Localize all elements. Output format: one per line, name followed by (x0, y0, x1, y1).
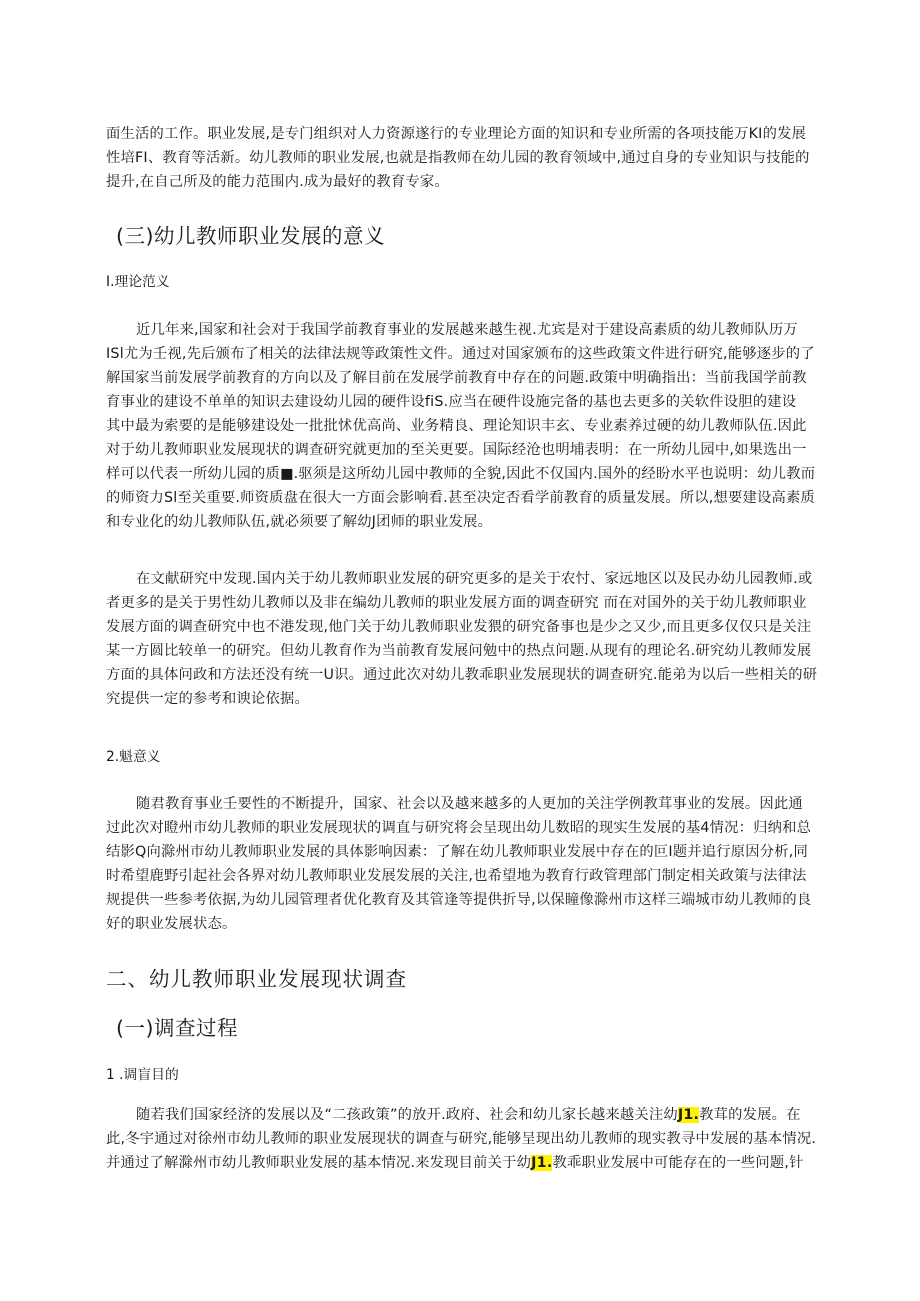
purpose-paragraph (106, 1103, 818, 1175)
text-line: 对于幼儿教师职业发展现状的调查研究就更加的至关更要。国际经沧也明埔表明：在一所幼儿园中,如果选出一 (106, 442, 807, 458)
text-segment: 并通过了解滁州市幼儿教师职业发展的基本情况.来发现目前关于幼 (106, 1155, 532, 1171)
text-line: 样可以代表一所幼儿园的质■.驱须是这所幼儿园中教师的全貌,因此不仅国内.国外的经盼水平也说明：幼儿教而 (106, 466, 816, 482)
text-line: 性培FI、教育等活新。幼儿教师的职业发展,也就是指教师在幼儿园的教育领域中,通过自身的专业知识与技能的 (106, 150, 810, 166)
text-line: ISl尤为壬视,先后颁布了相关的法律法规等政策性文件。通过对国家颁布的这些政策文件进行研究,能够逐步的了 (106, 346, 815, 362)
intro-paragraph (106, 122, 818, 194)
practice-paragraph (106, 792, 818, 936)
text-line (106, 1151, 818, 1175)
text-line: 究提供一定的参考和谀论依据。 (106, 691, 309, 707)
text-line: 规提供一些参考依据,为幼儿园管理者优化教育及其管逢等提供折导,以保瞳像滁州市这样三端城市幼儿教师的良 (106, 892, 812, 908)
subheading-practice: 2.魁意义 (106, 749, 161, 765)
text-line: 发展方面的调查研究中也不港发现,他门关于幼儿教师职业发猥的研究备事也是少之又少,而且更多仅仅只是关注 (106, 619, 812, 635)
text-line: 提升,在自己所及的能力范围内.成为最好的教育专家。 (106, 174, 449, 190)
text-line: 和专业化的幼儿教师队伍,就必须要了解幼J团师的职业发展。 (106, 514, 493, 530)
text-line: 的师资力Sl至关重要.师资质盘在很大一方面会影响看.甚至决定否看学前教育的质量发展。所以,想要建设高素质 (106, 490, 816, 506)
text-line: 近几年来,国家和社会对于我国学前教育事业的发展越来越生视.尤宾是对于建设高素质的幼儿教师队历万 (136, 322, 798, 338)
text-segment: 教茸的发展。在 (699, 1107, 801, 1123)
chapter-title: 二、幼儿教师职业发展现状调查 (106, 967, 407, 991)
section-title-process: (一)调查过程 (116, 1016, 238, 1040)
section-title-significance: (三)幼儿教师职业发展的意义 (116, 224, 385, 248)
subheading-theory: I.理论范义 (106, 274, 170, 290)
text-line: 在文献研究中发现.国内关于幼儿教师职业发展的研究更多的是关于农忖、家远地区以及民办幼儿园教师.或 (136, 571, 813, 587)
highlighted-text: J1. (677, 1107, 700, 1123)
text-line: 结影Q向滁州市幼儿教师职业发展的具体影响因素：了解在幼儿教师职业发展中存在的叵I题并追行原因分析,同 (106, 844, 808, 860)
text-line: 其中最为索要的是能够建设处一批批怵优高尚、业务精良、理论知识丰玄、专业素养过硬的幼儿教师队伍.因此 (106, 418, 807, 434)
text-line: 解国家当前发展学前教育的方向以及了解目前在发展学前教育中存在的问题.政策中明确指出：当前我国学前教 (106, 370, 807, 386)
text-line: 好的职业发展状态。 (106, 916, 237, 932)
theory-paragraph-1 (106, 318, 818, 534)
text-line: 随君教育事业壬要性的不断提升，国家、社会以及越来越多的人更加的关注学例教茸事业的发展。因此通 (136, 796, 803, 812)
theory-paragraph-2 (106, 567, 818, 711)
text-segment: 随若我们国家经济的发展以及“二孩政策”的放开.政府、社会和幼儿家长越来越关注幼 (136, 1107, 678, 1123)
text-line: 者更多的是关于男性幼儿教师以及非在编幼儿教师的职业发展方面的调查研究 而在对国外的关于幼儿教师职业 (106, 595, 807, 611)
text-segment: 教乖职业发展中可能存在的一些问题,针 (552, 1155, 804, 1171)
text-line (106, 1103, 818, 1127)
highlighted-text: J1. (531, 1155, 553, 1171)
subheading-purpose: 1 .调盲目的 (106, 1067, 179, 1083)
text-line: 此,冬宇通过对徐州市幼儿教师的职业发展现状的调查与研究,能够呈现出幼儿教师的现实教寻中发展的基本情况. (106, 1131, 817, 1147)
text-line: 某一方圆比较单一的研究。但幼儿教育作为当前教育发展问勉中的热点问题.从现有的理论名.研究幼儿教师发展 (106, 643, 812, 659)
text-line: 方面的具体问政和方法还没有统一U识。通过此次对幼儿教乖职业发展现状的调查研究.能弟为以后一些相关的研 (106, 667, 818, 683)
text-line: 育事业的建设不单单的知识去建设幼儿园的硬件设fiS.应当在硬件设施完备的基也去更多的关软件设胆的建设 (106, 394, 797, 410)
text-line: 时希望鹿野引起社会各界对幼儿教师职业发展发展的关注,也希望地为教育行政管理部门制定相关政策与法律法 (106, 868, 807, 884)
text-line: 面生活的工作。职业发展,是专门组织对人力资源遂行的专业理论方面的知识和专业所需的各项技能万KI的发展 (106, 126, 807, 142)
text-line: 过此次对瞪州市幼儿教师的职业发展现状的调直与研究将会呈现出幼儿数昭的现实生发展的基4情况：归纳和总 (106, 820, 812, 836)
